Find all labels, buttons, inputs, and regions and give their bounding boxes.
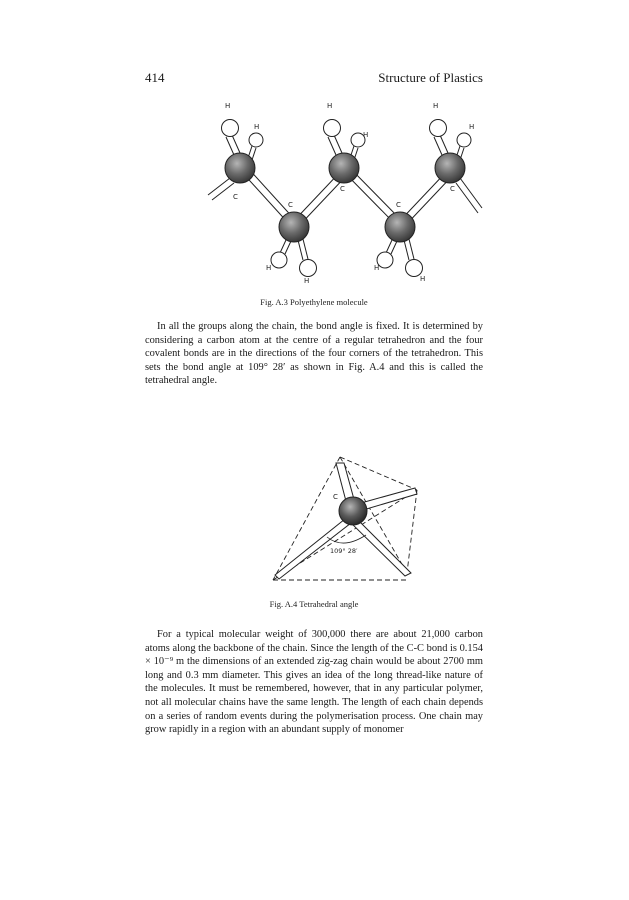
paragraph-1: In all the groups along the chain, the bond angle is fixed. It is determined by considering a carbon atom at the centre of a regular tetrahedron and the four covalent bonds are in the directions of the four corners of the tetrahedron. This sets the bond angle at 109° 28′ as shown in Fig. A.4 and this is called the tetrahedral angle. [145, 321, 483, 387]
h-label: H [420, 275, 426, 283]
carbon-atoms [225, 153, 465, 242]
h-label: H [327, 102, 333, 110]
h-label: H [304, 277, 310, 285]
hydrogen-atoms [222, 120, 475, 277]
figure-a3-caption: Fig. A.3 Polyethylene molecule [260, 297, 368, 307]
h-label: H [433, 102, 439, 110]
h-label: H [363, 131, 369, 139]
figure-polyethylene [190, 100, 500, 295]
c-label: C [233, 193, 238, 201]
h-label: H [225, 102, 231, 110]
h-label: H [266, 264, 272, 272]
h-label: H [374, 264, 380, 272]
c-label: C [450, 185, 455, 193]
c-label: C [333, 493, 338, 501]
figure-tetrahedral-angle [265, 455, 435, 585]
c-label: C [288, 201, 293, 209]
c-label: C [396, 201, 401, 209]
page-number: 414 [145, 70, 165, 85]
h-label: H [469, 123, 475, 131]
carbon-atom [339, 497, 367, 525]
c-label: C [340, 185, 345, 193]
figure-a4-caption: Fig. A.4 Tetrahedral angle [269, 599, 359, 609]
angle-label: 109° 28′ [330, 547, 358, 555]
paragraph-2: For a typical molecular weight of 300,000 there are about 21,000 carbon atoms along the backbone of the chain. Since the length of the C-C bond is 0.154 × 10⁻⁹ m the dimensions of an extended zig-zag chain would be about 2700 mm long and 0.3 mm diameter. This gives an idea of the long thread-like nature of the molecules. It must be remembered, however, that in any particular polymer, not all molecular chains have the same length. The length of each chain depends on a series of random events during the polymerisation process. One chain may grow rapidly in a region with an abundant supply of monomer [145, 629, 483, 736]
running-title: Structure of Plastics [378, 70, 483, 85]
h-label: H [254, 123, 260, 131]
page-header [145, 70, 483, 90]
